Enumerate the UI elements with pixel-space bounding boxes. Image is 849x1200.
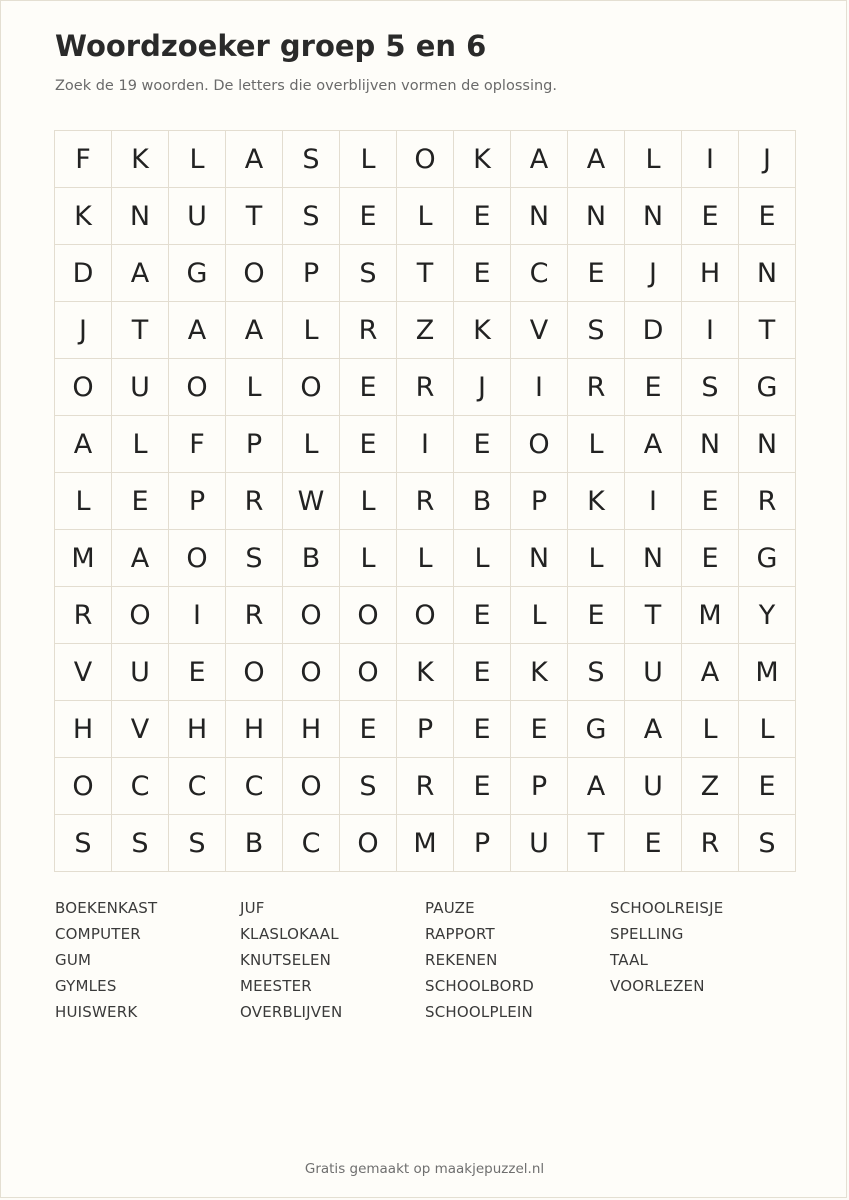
grid-cell: L	[625, 131, 682, 188]
grid-cell: E	[568, 587, 625, 644]
grid-cell: L	[511, 587, 568, 644]
word-list-item: TAAL	[610, 951, 649, 969]
grid-cell: L	[397, 530, 454, 587]
grid-cell: E	[340, 188, 397, 245]
grid-cell: L	[568, 530, 625, 587]
grid-cell: K	[397, 644, 454, 701]
grid-cell: U	[112, 644, 169, 701]
grid-cell: C	[283, 815, 340, 872]
grid-cell: Z	[397, 302, 454, 359]
footer-credit: Gratis gemaakt op maakjepuzzel.nl	[304, 1161, 545, 1177]
grid-cell: B	[454, 473, 511, 530]
grid-cell: O	[511, 416, 568, 473]
grid-cell: E	[454, 644, 511, 701]
grid-cell: I	[397, 416, 454, 473]
grid-cell: O	[340, 587, 397, 644]
grid-cell: O	[112, 587, 169, 644]
grid-cell: J	[454, 359, 511, 416]
grid-cell: A	[226, 302, 283, 359]
grid-cell: R	[340, 302, 397, 359]
grid-cell: E	[454, 758, 511, 815]
grid-cell: A	[625, 701, 682, 758]
word-list-item: KNUTSELEN	[240, 951, 332, 969]
grid-cell: C	[112, 758, 169, 815]
grid-cell: O	[169, 359, 226, 416]
grid-cell: U	[625, 644, 682, 701]
grid-cell: A	[55, 416, 112, 473]
grid-cell: S	[283, 188, 340, 245]
word-list-item: REKENEN	[425, 951, 498, 969]
grid-cell: O	[340, 815, 397, 872]
word-list	[55, 899, 795, 1029]
grid-cell: P	[226, 416, 283, 473]
grid-cell: F	[55, 131, 112, 188]
grid-cell: L	[55, 473, 112, 530]
grid-cell: U	[112, 359, 169, 416]
grid-cell: E	[739, 758, 796, 815]
grid-cell: A	[112, 530, 169, 587]
grid-cell: V	[55, 644, 112, 701]
grid-cell: N	[739, 416, 796, 473]
grid-cell: L	[739, 701, 796, 758]
grid-cell: L	[682, 701, 739, 758]
grid-cell: A	[169, 302, 226, 359]
grid-cell: Y	[739, 587, 796, 644]
grid-cell: A	[682, 644, 739, 701]
grid-cell: O	[283, 644, 340, 701]
grid-cell: K	[454, 302, 511, 359]
grid-cell: O	[283, 587, 340, 644]
grid-cell: H	[55, 701, 112, 758]
grid-cell: A	[625, 416, 682, 473]
grid-cell: M	[55, 530, 112, 587]
grid-cell: R	[55, 587, 112, 644]
grid-cell: E	[625, 359, 682, 416]
grid-cell: L	[112, 416, 169, 473]
word-list-item: COMPUTER	[55, 925, 141, 943]
grid-cell: E	[454, 701, 511, 758]
grid-cell: E	[112, 473, 169, 530]
grid-cell: R	[397, 473, 454, 530]
grid-cell: M	[682, 587, 739, 644]
grid-cell: O	[397, 131, 454, 188]
grid-cell: E	[454, 416, 511, 473]
grid-cell: N	[625, 530, 682, 587]
grid-cell: N	[739, 245, 796, 302]
grid-cell: F	[169, 416, 226, 473]
grid-cell: R	[397, 758, 454, 815]
grid-cell: L	[283, 416, 340, 473]
grid-cell: H	[169, 701, 226, 758]
word-list-item: JUF	[240, 899, 265, 917]
grid-cell: E	[340, 701, 397, 758]
grid-cell: G	[169, 245, 226, 302]
word-list-item: SPELLING	[610, 925, 684, 943]
page-title: Woordzoeker groep 5 en 6	[55, 29, 487, 63]
grid-cell: N	[112, 188, 169, 245]
grid-cell: S	[739, 815, 796, 872]
word-list-item: SCHOOLREISJE	[610, 899, 724, 917]
grid-cell: H	[226, 701, 283, 758]
grid-cell: I	[169, 587, 226, 644]
grid-cell: C	[169, 758, 226, 815]
grid-cell: K	[511, 644, 568, 701]
grid-cell: O	[283, 359, 340, 416]
grid-cell: L	[169, 131, 226, 188]
grid-cell: E	[454, 587, 511, 644]
grid-cell: I	[682, 131, 739, 188]
grid-cell: H	[682, 245, 739, 302]
grid-cell: K	[454, 131, 511, 188]
grid-cell: I	[625, 473, 682, 530]
grid-cell: N	[682, 416, 739, 473]
grid-cell: E	[682, 473, 739, 530]
word-list-item: KLASLOKAAL	[240, 925, 339, 943]
grid-cell: L	[283, 302, 340, 359]
grid-cell: G	[739, 530, 796, 587]
grid-cell: E	[340, 359, 397, 416]
grid-cell: P	[454, 815, 511, 872]
grid-cell: A	[568, 131, 625, 188]
grid-cell: T	[739, 302, 796, 359]
grid-cell: T	[112, 302, 169, 359]
grid-cell: V	[112, 701, 169, 758]
grid-cell: E	[169, 644, 226, 701]
grid-cell: L	[397, 188, 454, 245]
grid-cell: S	[340, 245, 397, 302]
grid-cell: R	[682, 815, 739, 872]
grid-cell: B	[283, 530, 340, 587]
grid-cell: R	[568, 359, 625, 416]
grid-cell: S	[568, 302, 625, 359]
grid-cell: J	[625, 245, 682, 302]
grid-cell: U	[625, 758, 682, 815]
grid-cell: H	[283, 701, 340, 758]
grid-cell: M	[739, 644, 796, 701]
grid-cell: P	[169, 473, 226, 530]
grid-cell: K	[112, 131, 169, 188]
grid-cell: I	[682, 302, 739, 359]
grid-cell: E	[682, 188, 739, 245]
grid-cell: S	[55, 815, 112, 872]
word-list-item: HUISWERK	[55, 1003, 138, 1021]
grid-cell: S	[226, 530, 283, 587]
grid-cell: N	[511, 188, 568, 245]
word-list-item: PAUZE	[425, 899, 475, 917]
word-list-item: VOORLEZEN	[610, 977, 705, 995]
grid-cell: N	[511, 530, 568, 587]
grid-cell: R	[397, 359, 454, 416]
grid-cell: S	[169, 815, 226, 872]
grid-cell: L	[226, 359, 283, 416]
grid-cell: E	[511, 701, 568, 758]
grid-cell: N	[568, 188, 625, 245]
grid-cell: E	[454, 245, 511, 302]
grid-cell: K	[568, 473, 625, 530]
grid-cell: E	[625, 815, 682, 872]
grid-cell: J	[739, 131, 796, 188]
word-list-item: SCHOOLPLEIN	[425, 1003, 533, 1021]
grid-cell: T	[625, 587, 682, 644]
grid-cell: T	[226, 188, 283, 245]
grid-cell: L	[340, 473, 397, 530]
grid-cell: U	[511, 815, 568, 872]
grid-cell: W	[283, 473, 340, 530]
grid-cell: T	[397, 245, 454, 302]
letter-grid	[54, 130, 796, 872]
grid-cell: O	[226, 245, 283, 302]
grid-cell: D	[55, 245, 112, 302]
grid-cell: P	[511, 758, 568, 815]
grid-cell: B	[226, 815, 283, 872]
word-list-item: MEESTER	[240, 977, 312, 995]
word-list-item: GUM	[55, 951, 92, 969]
word-list-item: OVERBLIJVEN	[240, 1003, 343, 1021]
word-list-item: SCHOOLBORD	[425, 977, 535, 995]
grid-cell: L	[454, 530, 511, 587]
word-list-item: BOEKENKAST	[55, 899, 158, 917]
grid-cell: D	[625, 302, 682, 359]
grid-cell: C	[226, 758, 283, 815]
grid-cell: I	[511, 359, 568, 416]
grid-cell: R	[226, 587, 283, 644]
word-list-item: RAPPORT	[425, 925, 495, 943]
grid-cell: N	[625, 188, 682, 245]
grid-cell: A	[112, 245, 169, 302]
instructions: Zoek de 19 woorden. De letters die overblijven vormen de oplossing.	[55, 78, 557, 94]
grid-cell: G	[739, 359, 796, 416]
grid-cell: O	[283, 758, 340, 815]
grid-cell: A	[226, 131, 283, 188]
grid-cell: O	[55, 758, 112, 815]
grid-cell: G	[568, 701, 625, 758]
word-list-item: GYMLES	[55, 977, 117, 995]
grid-cell: E	[568, 245, 625, 302]
grid-cell: S	[283, 131, 340, 188]
grid-cell: O	[169, 530, 226, 587]
grid-cell: Z	[682, 758, 739, 815]
grid-cell: O	[226, 644, 283, 701]
grid-cell: A	[568, 758, 625, 815]
grid-cell: L	[340, 131, 397, 188]
grid-cell: P	[397, 701, 454, 758]
grid-cell: E	[454, 188, 511, 245]
grid-cell: S	[340, 758, 397, 815]
grid-cell: T	[568, 815, 625, 872]
grid-cell: S	[568, 644, 625, 701]
grid-cell: C	[511, 245, 568, 302]
grid-cell: J	[55, 302, 112, 359]
grid-cell: P	[511, 473, 568, 530]
grid-cell: L	[568, 416, 625, 473]
grid-cell: S	[682, 359, 739, 416]
grid-cell: V	[511, 302, 568, 359]
grid-cell: A	[511, 131, 568, 188]
grid-cell: L	[340, 530, 397, 587]
grid-cell: M	[397, 815, 454, 872]
grid-cell: K	[55, 188, 112, 245]
grid-cell: R	[739, 473, 796, 530]
grid-cell: E	[739, 188, 796, 245]
grid-cell: S	[112, 815, 169, 872]
grid-cell: O	[340, 644, 397, 701]
grid-cell: O	[55, 359, 112, 416]
grid-cell: E	[682, 530, 739, 587]
grid-cell: P	[283, 245, 340, 302]
grid-cell: R	[226, 473, 283, 530]
grid-cell: E	[340, 416, 397, 473]
grid-cell: U	[169, 188, 226, 245]
grid-cell: O	[397, 587, 454, 644]
